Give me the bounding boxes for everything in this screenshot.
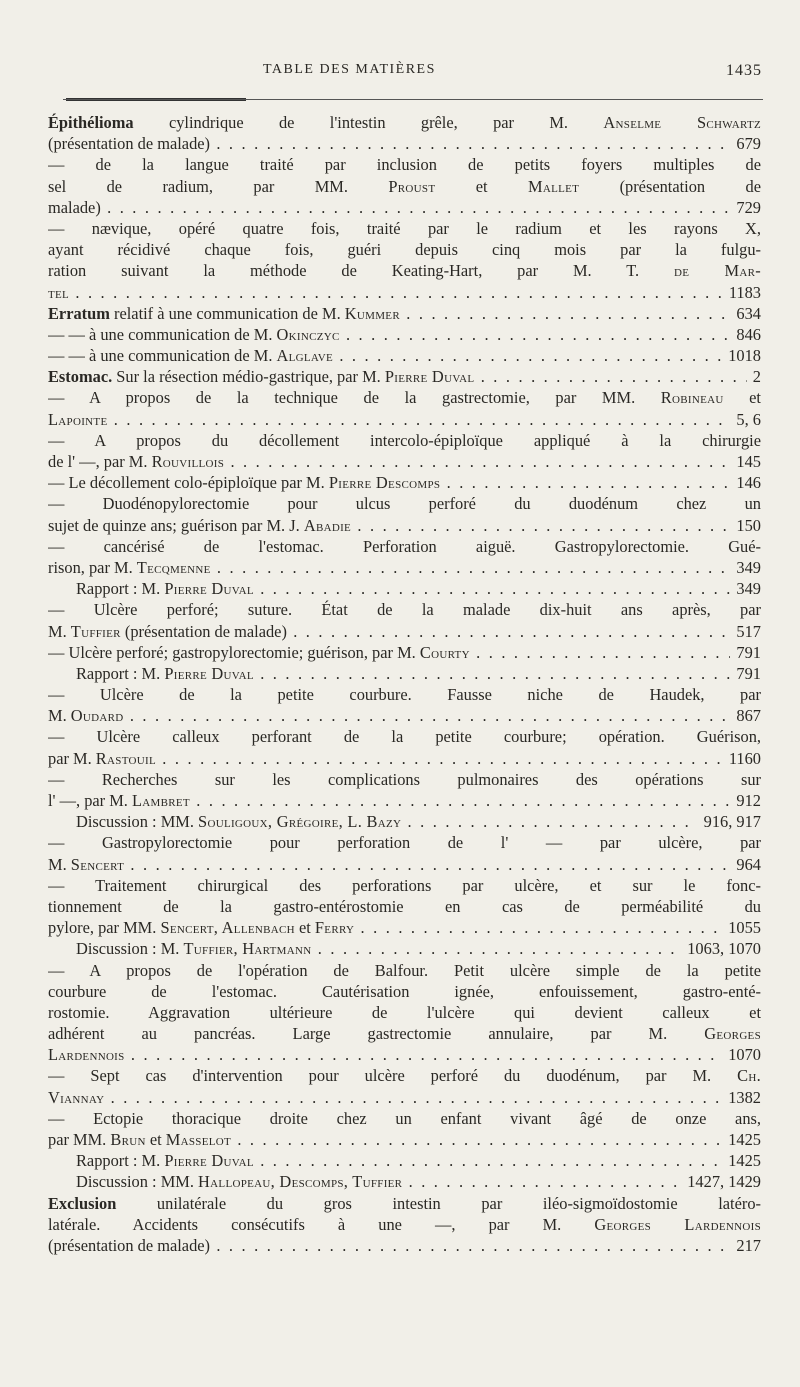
page-number: 1435 [726,62,762,79]
index-entry [48,303,761,324]
page-reference: 791 [730,642,761,663]
index-entry [48,154,761,218]
entry-line: M. Oudard . . . [48,705,761,726]
entry-line: — Traitement chirurgical des perforations par ulcère, et sur le fonc- [48,875,761,895]
entry-line: Viannay . . . [48,1087,761,1108]
index-entry [48,1065,761,1107]
page-reference: 1160 [723,748,761,769]
index-entry [48,960,761,1066]
entry-line: malade) . . . [48,197,761,218]
page-reference: 1425 [722,1150,761,1171]
index-entry [48,430,761,472]
index-entry [48,1150,761,1171]
entry-line: ration suivant la méthode de Keating-Hart, par M. T. de Mar- [48,261,761,281]
entry-line: — de la langue traité par inclusion de petits foyers multiples de [48,155,761,175]
entry-line: Discussion : MM. Hallopeau, Descomps, Tuffier . . . [76,1171,761,1192]
page-reference: 1063, 1070 [681,938,761,959]
entry-line: Erratum relatif à une communication de M. Kummer . . . [48,303,761,324]
page-reference: 349 [730,578,761,599]
page-reference: 150 [730,515,761,536]
entry-line: Estomac. Sur la résection médio-gastrique, par M. Pierre Duval . . . [48,366,761,387]
index-entry [48,663,761,684]
index-entry [48,599,761,641]
entry-line: Exclusion unilatérale du gros intestin par iléo-sigmoïdostomie latéro- [48,1193,761,1213]
entry-line: — Ulcère calleux perforant de la petite courbure; opération. Guérison, [48,727,761,747]
entry-line: Rapport : M. Pierre Duval . . . [76,1150,761,1171]
index-entry [48,769,761,811]
entry-line: — Gastropylorectomie pour perforation de l' — par ulcère, par [48,833,761,853]
index-entry [48,493,761,535]
entry-line: — Ulcère perforé; gastropylorectomie; guérison, par M. Courty . . . [48,642,761,663]
index-entry [48,938,761,959]
index-entry [48,218,761,303]
page-reference: 916, 917 [698,811,761,832]
entry-line: Rapport : M. Pierre Duval . . . [76,663,761,684]
entry-line: sujet de quinze ans; guérison par M. J. Abadie . . . [48,515,761,536]
entry-line: — A propos de l'opération de Balfour. Petit ulcère simple de la petite [48,960,761,980]
entry-line: l' —, par M. Lambret . . . [48,790,761,811]
page-reference: 867 [730,705,761,726]
page-reference: 791 [730,663,761,684]
running-title: TABLE DES MATIÈRES [263,62,436,77]
index-entry [48,472,761,493]
index-entry [48,578,761,599]
page-reference: 679 [730,133,761,154]
index-entry [48,536,761,578]
entry-line: — Ectopie thoracique droite chez un enfant vivant âgé de onze ans, [48,1108,761,1128]
page-reference: 1018 [722,345,761,366]
entry-line: M. Tuffier (présentation de malade) . . . [48,621,761,642]
entry-line: par MM. Brun et Masselot . . . [48,1129,761,1150]
entry-line: — Recherches sur les complications pulmonaires des opérations sur [48,769,761,789]
index-entry [48,387,761,429]
entry-line: Lardennois . . . [48,1044,761,1065]
entry-line: — Sept cas d'intervention pour ulcère perforé du duodénum, par M. Ch. [48,1066,761,1086]
page-reference: 146 [730,472,761,493]
page-reference: 846 [730,324,761,345]
index-entry [48,875,761,939]
entry-line: — nævique, opéré quatre fois, traité par le radium et les rayons X, [48,218,761,238]
page-reference: 964 [730,854,761,875]
entry-line: Discussion : MM. Souligoux, Grégoire, L. Bazy . . . [76,811,761,832]
entry-line: — — à une communication de M. Okinczyc . . . [48,324,761,345]
entry-line: courbure de l'estomac. Cautérisation ignée, enfouissement, gastro-enté- [48,981,761,1001]
page-reference: 1055 [722,917,761,938]
index-entry [48,684,761,726]
entry-line: Lapointe . . . [48,409,761,430]
entry-line: (présentation de malade) . . . [48,133,761,154]
page-reference: 1427, 1429 [681,1171,761,1192]
entry-line: de l' —, par M. Rouvillois . . . [48,451,761,472]
entry-line: tionnement de la gastro-entérostomie en cas de perméabilité du [48,896,761,916]
index-entry [48,345,761,366]
entry-line: — — à une communication de M. Alglave . . . [48,345,761,366]
index-entry [48,642,761,663]
entry-line: (présentation de malade) . . . [48,1235,761,1256]
entry-line: latérale. Accidents consécutifs à une —, par M. Georges Lardennois [48,1214,761,1234]
page-reference: 912 [730,790,761,811]
page-reference: 1382 [722,1087,761,1108]
index-entry [48,324,761,345]
entry-line: M. Sencert . . . [48,854,761,875]
index-entry [48,366,761,387]
index-entry [48,726,761,768]
page-reference: 349 [730,557,761,578]
page-reference: 5, 6 [730,409,761,430]
page-reference: 145 [730,451,761,472]
entry-line: par M. Rastouil . . . [48,748,761,769]
entry-line: ayant récidivé chaque fois, guéri depuis cinq mois par la fulgu- [48,240,761,260]
index-entry [48,811,761,832]
entry-line: — Duodénopylorectomie pour ulcus perforé du duodénum chez un [48,494,761,514]
running-head [0,62,800,82]
page-reference: 217 [730,1235,761,1256]
entry-line: adhérent au pancréas. Large gastrectomie annulaire, par M. Georges [48,1024,761,1044]
entry-line: Discussion : M. Tuffier, Hartmann . . . [76,938,761,959]
entry-line: tel . . . [48,282,761,303]
page-reference: 729 [730,197,761,218]
entry-line: Rapport : M. Pierre Duval . . . [76,578,761,599]
page-reference: 634 [730,303,761,324]
entry-line: — A propos du décollement intercolo-épiploïque appliqué à la chirurgie [48,430,761,450]
index-entry [48,1193,761,1257]
index-entry [48,1171,761,1192]
index-entry [48,832,761,874]
page-reference: 1425 [722,1129,761,1150]
entry-line: — Le décollement colo-épiploïque par M. Pierre Descomps . . . [48,472,761,493]
entry-line: — A propos de la technique de la gastrectomie, par MM. Robineau et [48,388,761,408]
entry-line: — cancérisé de l'estomac. Perforation aiguë. Gastropylorectomie. Gué- [48,536,761,556]
page-reference: 1070 [722,1044,761,1065]
index-entries [48,112,761,1256]
entry-line: Épithélioma cylindrique de l'intestin grêle, par M. Anselme Schwartz [48,113,761,132]
page-reference: 517 [730,621,761,642]
entry-line: — Ulcère de la petite courbure. Fausse niche de Haudek, par [48,685,761,705]
entry-line: rison, par M. Tecqmenne . . . [48,557,761,578]
entry-line: sel de radium, par MM. Proust et Mallet (présentation de [48,176,761,196]
index-entry [48,112,761,154]
page-reference: 1183 [723,282,761,303]
entry-line: — Ulcère perforé; suture. État de la malade dix-huit ans après, par [48,600,761,620]
page-reference: 2 [747,366,761,387]
entry-line: rostomie. Aggravation ultérieure de l'ulcère qui devient calleux et [48,1002,761,1022]
header-rule [63,99,763,100]
entry-line: pylore, par MM. Sencert, Allenbach et Ferry . . . [48,917,761,938]
index-entry [48,1108,761,1150]
